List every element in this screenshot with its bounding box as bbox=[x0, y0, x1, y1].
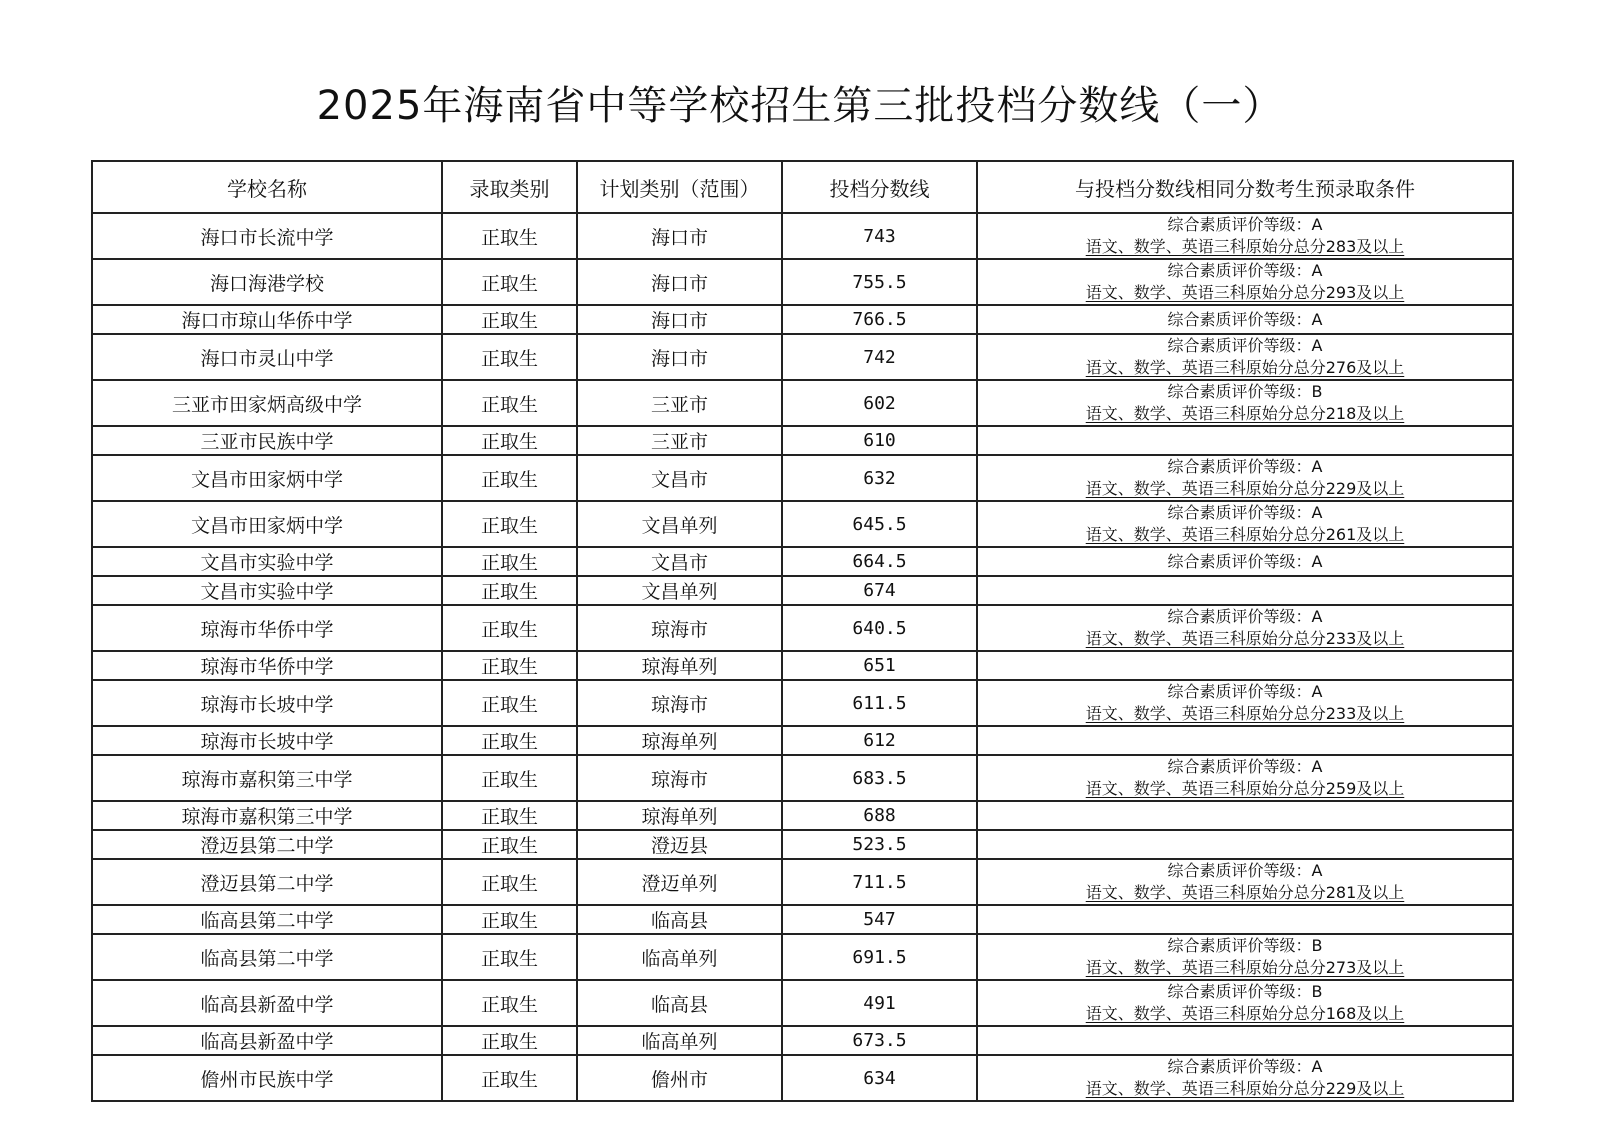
cell-score: 711.5 bbox=[782, 859, 977, 905]
cell-school: 琼海市华侨中学 bbox=[92, 651, 442, 680]
condition-grade: 综合素质评价等级：A bbox=[1167, 551, 1323, 571]
header-score: 投档分数线 bbox=[782, 161, 977, 213]
condition-grade: 综合素质评价等级：A bbox=[1167, 309, 1323, 329]
cell-score: 611.5 bbox=[782, 680, 977, 726]
cell-score: 688 bbox=[782, 801, 977, 830]
condition-grade: 综合素质评价等级：A bbox=[1167, 503, 1323, 522]
cell-school: 临高县新盈中学 bbox=[92, 980, 442, 1026]
cell-plan: 文昌单列 bbox=[577, 576, 782, 605]
cell-school: 三亚市民族中学 bbox=[92, 426, 442, 455]
cell-category: 正取生 bbox=[442, 259, 577, 305]
condition-score: 语文、数学、英语三科原始分总分168及以上 bbox=[1085, 1004, 1405, 1023]
condition-grade: 综合素质评价等级：A bbox=[1167, 607, 1323, 626]
table-row bbox=[92, 605, 1513, 651]
table-row bbox=[92, 934, 1513, 980]
cell-score: 691.5 bbox=[782, 934, 977, 980]
table-row bbox=[92, 426, 1513, 455]
cell-plan: 文昌市 bbox=[577, 455, 782, 501]
cell-school: 琼海市华侨中学 bbox=[92, 605, 442, 651]
cell-condition bbox=[977, 380, 1513, 426]
table-row bbox=[92, 501, 1513, 547]
cell-category: 正取生 bbox=[442, 755, 577, 801]
cell-condition bbox=[977, 830, 1513, 859]
cell-condition bbox=[977, 213, 1513, 259]
cell-condition bbox=[977, 726, 1513, 755]
cell-school: 琼海市嘉积第三中学 bbox=[92, 801, 442, 830]
cell-condition bbox=[977, 1055, 1513, 1101]
table-row bbox=[92, 980, 1513, 1026]
cell-category: 正取生 bbox=[442, 305, 577, 334]
cell-score: 632 bbox=[782, 455, 977, 501]
cell-condition bbox=[977, 501, 1513, 547]
cell-score: 766.5 bbox=[782, 305, 977, 334]
cell-school: 琼海市嘉积第三中学 bbox=[92, 755, 442, 801]
cell-school: 澄迈县第二中学 bbox=[92, 830, 442, 859]
table-header-row bbox=[92, 161, 1513, 213]
cell-school: 临高县第二中学 bbox=[92, 934, 442, 980]
cell-condition bbox=[977, 605, 1513, 651]
cell-condition bbox=[977, 334, 1513, 380]
cell-school: 海口市琼山华侨中学 bbox=[92, 305, 442, 334]
cell-plan: 三亚市 bbox=[577, 380, 782, 426]
condition-grade: 综合素质评价等级：A bbox=[1167, 261, 1323, 280]
condition-grade: 综合素质评价等级：A bbox=[1167, 757, 1323, 776]
cell-category: 正取生 bbox=[442, 1055, 577, 1101]
cell-school: 文昌市田家炳中学 bbox=[92, 455, 442, 501]
cell-school: 海口市长流中学 bbox=[92, 213, 442, 259]
table-row bbox=[92, 905, 1513, 934]
condition-grade: 综合素质评价等级：A bbox=[1167, 682, 1323, 701]
cell-school: 琼海市长坡中学 bbox=[92, 726, 442, 755]
cell-condition bbox=[977, 455, 1513, 501]
cell-plan: 临高单列 bbox=[577, 1026, 782, 1055]
condition-score: 语文、数学、英语三科原始分总分283及以上 bbox=[1085, 237, 1405, 256]
condition-grade: 综合素质评价等级：B bbox=[1167, 936, 1323, 955]
header-plan: 计划类别（范围） bbox=[577, 161, 782, 213]
cell-plan: 琼海市 bbox=[577, 605, 782, 651]
cell-score: 547 bbox=[782, 905, 977, 934]
cell-school: 儋州市民族中学 bbox=[92, 1055, 442, 1101]
cell-category: 正取生 bbox=[442, 334, 577, 380]
cell-category: 正取生 bbox=[442, 859, 577, 905]
condition-score: 语文、数学、英语三科原始分总分281及以上 bbox=[1085, 883, 1405, 902]
cell-plan: 琼海单列 bbox=[577, 801, 782, 830]
cell-category: 正取生 bbox=[442, 680, 577, 726]
table-row bbox=[92, 755, 1513, 801]
condition-grade: 综合素质评价等级：B bbox=[1167, 382, 1323, 401]
cell-school: 澄迈县第二中学 bbox=[92, 859, 442, 905]
table-row bbox=[92, 1026, 1513, 1055]
cell-score: 610 bbox=[782, 426, 977, 455]
cell-condition bbox=[977, 1026, 1513, 1055]
table-row bbox=[92, 576, 1513, 605]
cell-score: 742 bbox=[782, 334, 977, 380]
condition-grade: 综合素质评价等级：A bbox=[1167, 215, 1323, 234]
condition-score: 语文、数学、英语三科原始分总分293及以上 bbox=[1085, 283, 1405, 302]
cell-category: 正取生 bbox=[442, 455, 577, 501]
cell-plan: 琼海市 bbox=[577, 680, 782, 726]
cell-plan: 海口市 bbox=[577, 305, 782, 334]
cell-score: 664.5 bbox=[782, 547, 977, 576]
cell-plan: 琼海市 bbox=[577, 755, 782, 801]
cell-category: 正取生 bbox=[442, 801, 577, 830]
cell-condition bbox=[977, 576, 1513, 605]
cell-plan: 海口市 bbox=[577, 334, 782, 380]
cell-category: 正取生 bbox=[442, 426, 577, 455]
cell-condition bbox=[977, 859, 1513, 905]
cell-score: 645.5 bbox=[782, 501, 977, 547]
condition-score: 语文、数学、英语三科原始分总分273及以上 bbox=[1085, 958, 1405, 977]
condition-grade: 综合素质评价等级：A bbox=[1167, 457, 1323, 476]
table-row bbox=[92, 801, 1513, 830]
condition-score: 语文、数学、英语三科原始分总分229及以上 bbox=[1085, 479, 1405, 498]
cell-school: 琼海市长坡中学 bbox=[92, 680, 442, 726]
cell-condition bbox=[977, 305, 1513, 334]
cell-score: 673.5 bbox=[782, 1026, 977, 1055]
condition-grade: 综合素质评价等级：A bbox=[1167, 1057, 1323, 1076]
table-row bbox=[92, 680, 1513, 726]
table-row bbox=[92, 1055, 1513, 1101]
cell-condition bbox=[977, 755, 1513, 801]
condition-score: 语文、数学、英语三科原始分总分233及以上 bbox=[1085, 629, 1405, 648]
cell-plan: 三亚市 bbox=[577, 426, 782, 455]
table-row bbox=[92, 380, 1513, 426]
cell-school: 文昌市实验中学 bbox=[92, 547, 442, 576]
cell-category: 正取生 bbox=[442, 501, 577, 547]
cell-school: 临高县第二中学 bbox=[92, 905, 442, 934]
cell-condition bbox=[977, 547, 1513, 576]
cell-category: 正取生 bbox=[442, 980, 577, 1026]
condition-score: 语文、数学、英语三科原始分总分261及以上 bbox=[1085, 525, 1405, 544]
header-condition: 与投档分数线相同分数考生预录取条件 bbox=[977, 161, 1513, 213]
cell-score: 523.5 bbox=[782, 830, 977, 859]
cell-category: 正取生 bbox=[442, 934, 577, 980]
cell-category: 正取生 bbox=[442, 213, 577, 259]
admission-score-table bbox=[91, 160, 1514, 1102]
cell-score: 674 bbox=[782, 576, 977, 605]
cell-category: 正取生 bbox=[442, 605, 577, 651]
cell-plan: 儋州市 bbox=[577, 1055, 782, 1101]
cell-score: 612 bbox=[782, 726, 977, 755]
table-row bbox=[92, 726, 1513, 755]
condition-score: 语文、数学、英语三科原始分总分276及以上 bbox=[1085, 358, 1405, 377]
condition-grade: 综合素质评价等级：A bbox=[1167, 861, 1323, 880]
cell-category: 正取生 bbox=[442, 1026, 577, 1055]
condition-score: 语文、数学、英语三科原始分总分218及以上 bbox=[1085, 404, 1405, 423]
table-row bbox=[92, 213, 1513, 259]
table-body bbox=[92, 213, 1513, 1101]
condition-score: 语文、数学、英语三科原始分总分259及以上 bbox=[1085, 779, 1405, 798]
cell-plan: 文昌市 bbox=[577, 547, 782, 576]
cell-plan: 文昌单列 bbox=[577, 501, 782, 547]
table-row bbox=[92, 651, 1513, 680]
cell-score: 634 bbox=[782, 1055, 977, 1101]
cell-category: 正取生 bbox=[442, 651, 577, 680]
condition-grade: 综合素质评价等级：B bbox=[1167, 982, 1323, 1001]
cell-school: 文昌市实验中学 bbox=[92, 576, 442, 605]
page-title: 2025年海南省中等学校招生第三批投档分数线（一） bbox=[316, 83, 1284, 129]
cell-plan: 琼海单列 bbox=[577, 651, 782, 680]
table-row bbox=[92, 547, 1513, 576]
cell-condition bbox=[977, 651, 1513, 680]
cell-score: 755.5 bbox=[782, 259, 977, 305]
cell-plan: 琼海单列 bbox=[577, 726, 782, 755]
cell-category: 正取生 bbox=[442, 576, 577, 605]
cell-school: 临高县新盈中学 bbox=[92, 1026, 442, 1055]
cell-condition bbox=[977, 934, 1513, 980]
cell-plan: 临高单列 bbox=[577, 934, 782, 980]
cell-condition bbox=[977, 801, 1513, 830]
condition-score: 语文、数学、英语三科原始分总分233及以上 bbox=[1085, 704, 1405, 723]
cell-plan: 临高县 bbox=[577, 905, 782, 934]
cell-score: 491 bbox=[782, 980, 977, 1026]
cell-category: 正取生 bbox=[442, 830, 577, 859]
cell-plan: 澄迈县 bbox=[577, 830, 782, 859]
cell-plan: 海口市 bbox=[577, 213, 782, 259]
cell-score: 743 bbox=[782, 213, 977, 259]
cell-category: 正取生 bbox=[442, 726, 577, 755]
cell-school: 文昌市田家炳中学 bbox=[92, 501, 442, 547]
condition-grade: 综合素质评价等级：A bbox=[1167, 336, 1323, 355]
cell-condition bbox=[977, 905, 1513, 934]
cell-condition bbox=[977, 426, 1513, 455]
table-row bbox=[92, 305, 1513, 334]
table-row bbox=[92, 334, 1513, 380]
cell-school: 海口市灵山中学 bbox=[92, 334, 442, 380]
cell-category: 正取生 bbox=[442, 380, 577, 426]
table-row bbox=[92, 859, 1513, 905]
cell-score: 640.5 bbox=[782, 605, 977, 651]
header-school: 学校名称 bbox=[92, 161, 442, 213]
cell-plan: 临高县 bbox=[577, 980, 782, 1026]
header-category: 录取类别 bbox=[442, 161, 577, 213]
cell-condition bbox=[977, 680, 1513, 726]
cell-category: 正取生 bbox=[442, 547, 577, 576]
cell-category: 正取生 bbox=[442, 905, 577, 934]
table-row bbox=[92, 259, 1513, 305]
cell-score: 683.5 bbox=[782, 755, 977, 801]
condition-score: 语文、数学、英语三科原始分总分229及以上 bbox=[1085, 1079, 1405, 1098]
cell-plan: 海口市 bbox=[577, 259, 782, 305]
cell-school: 海口海港学校 bbox=[92, 259, 442, 305]
table-row bbox=[92, 830, 1513, 859]
cell-condition bbox=[977, 259, 1513, 305]
cell-score: 651 bbox=[782, 651, 977, 680]
cell-condition bbox=[977, 980, 1513, 1026]
table-row bbox=[92, 455, 1513, 501]
cell-score: 602 bbox=[782, 380, 977, 426]
cell-school: 三亚市田家炳高级中学 bbox=[92, 380, 442, 426]
cell-plan: 澄迈单列 bbox=[577, 859, 782, 905]
